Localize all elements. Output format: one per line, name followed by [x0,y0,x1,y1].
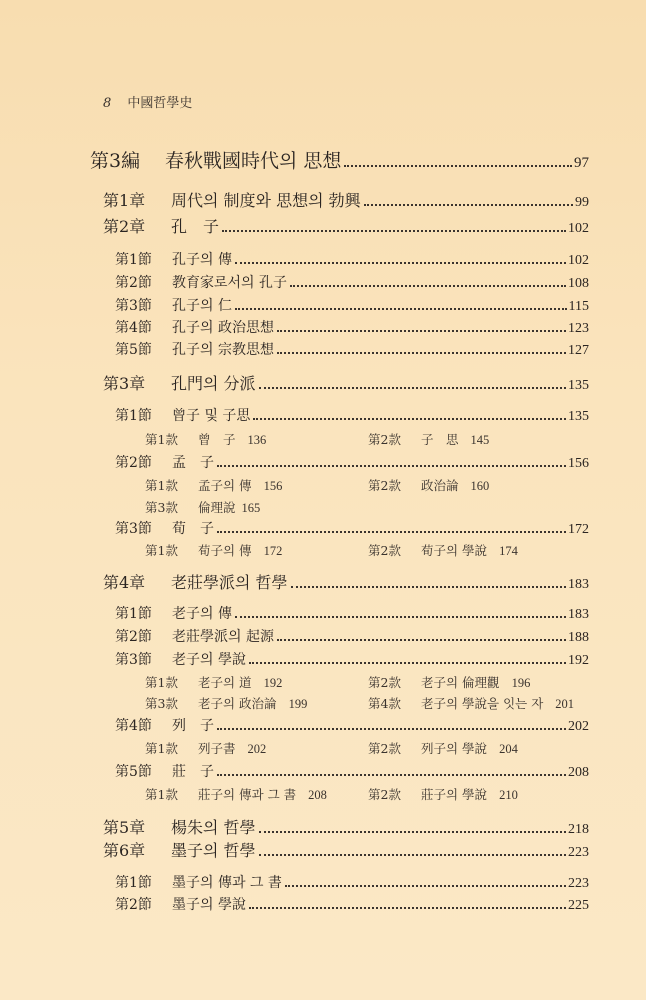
toc-chapter-entry[interactable] [103,815,589,838]
dot-leader [277,330,566,332]
page-ref: 192 [568,653,589,668]
toc-article-entry[interactable] [145,785,327,803]
toc-article-entry[interactable] [145,541,282,559]
section-title: 墨子의 傳과 그 書 [172,875,282,891]
toc-section-entry[interactable] [115,894,589,914]
section-title: 孔子의 仁 [172,298,232,314]
dot-leader [290,285,566,287]
article-label: 第1款 [145,478,178,493]
toc-article-entry[interactable] [145,673,282,691]
book-title: 中國哲學史 [127,96,193,111]
toc-chapter-entry[interactable] [103,214,589,237]
toc-section-entry[interactable] [115,249,589,269]
chapter-title: 孔 子 [171,217,220,236]
article-title: 倫理說 [198,500,236,515]
article-label: 第2款 [368,478,401,493]
page-ref: 165 [241,501,261,515]
page-ref: 196 [511,676,531,690]
section-title: 老莊學派의 起源 [172,629,274,645]
toc-article-entry[interactable] [368,694,574,712]
section-label: 第3節 [115,298,152,314]
page-ref: 172 [263,544,283,558]
toc-article-entry[interactable] [368,785,518,803]
toc-article-entry[interactable] [145,694,307,712]
article-label: 第4款 [368,696,401,711]
dot-leader [249,662,566,664]
section-label: 第1節 [115,606,152,622]
chapter-title: 墨子의 哲學 [171,841,256,860]
page-ref: 202 [568,719,589,734]
toc-chapter-entry[interactable] [103,188,589,211]
toc-article-entry[interactable] [145,739,266,757]
chapter-title: 周代의 制度와 思想의 勃興 [171,191,361,210]
section-title: 孔子의 宗教思想 [172,342,274,358]
running-head [103,92,192,111]
article-label: 第1款 [145,432,178,447]
toc-section-entry[interactable] [115,339,589,359]
toc-chapter-entry[interactable] [103,371,589,394]
section-title: 莊 子 [172,764,214,780]
page-ref: 99 [575,195,589,210]
toc-section-entry[interactable] [115,761,589,781]
section-label: 第2節 [115,629,152,645]
page-ref: 225 [568,898,589,913]
toc-article-entry[interactable] [368,673,530,691]
page-ref: 199 [288,697,308,711]
toc-chapter-entry[interactable] [103,570,589,593]
dot-leader [364,204,573,206]
toc-article-entry[interactable] [145,430,266,448]
page-number: 8 [103,96,112,111]
section-title: 孟 子 [172,455,214,471]
article-title: 莊子의 學說 [421,787,488,802]
toc-section-entry[interactable] [115,715,589,735]
section-label: 第2節 [115,275,152,291]
toc-article-entry[interactable] [368,541,518,559]
chapter-label: 第2章 [103,217,146,236]
toc-article-entry[interactable] [145,476,282,494]
toc-article-entry[interactable] [368,430,489,448]
dot-leader [217,531,566,533]
toc-section-entry[interactable] [115,518,589,538]
article-label: 第1款 [145,675,178,690]
article-title: 荀子의 學說 [421,543,488,558]
page-ref: 192 [263,676,283,690]
section-title: 孔子의 傳 [172,252,232,268]
section-title: 墨子의 學說 [172,897,246,913]
article-title: 老子의 政治論 [198,696,277,711]
article-title: 荀子의 傳 [198,543,252,558]
dot-leader [253,418,566,420]
toc-section-entry[interactable] [115,405,589,425]
chapter-title: 孔門의 分派 [171,374,256,393]
dot-leader [217,465,566,467]
dot-leader [259,387,566,389]
chapter-label: 第3章 [103,374,146,393]
toc-section-entry[interactable] [115,452,589,472]
toc-article-entry[interactable] [145,498,260,516]
toc-section-entry[interactable] [115,272,589,292]
page-ref: 202 [247,742,267,756]
section-label: 第1節 [115,875,152,891]
page-ref: 188 [568,630,589,645]
article-title: 老子의 倫理觀 [421,675,500,690]
dot-leader [344,165,572,167]
section-label: 第4節 [115,320,152,336]
article-label: 第1款 [145,543,178,558]
toc-section-entry[interactable] [115,626,589,646]
section-title: 老子의 傳 [172,606,232,622]
page-ref: 127 [568,343,589,358]
article-title: 莊子의 傳과 그 書 [198,787,297,802]
dot-leader [235,262,566,264]
chapter-label: 第4章 [103,573,146,592]
dot-leader [277,639,566,641]
page-ref: 102 [568,221,589,236]
chapter-title: 老莊學派의 哲學 [171,573,288,592]
section-title: 教育家로서의 孔子 [172,275,288,291]
article-title: 老子의 學說을 잇는 자 [421,696,544,711]
article-label: 第1款 [145,787,178,802]
dot-leader [291,586,566,588]
page-ref: 160 [470,479,490,493]
dot-leader [222,230,566,232]
article-label: 第3款 [145,500,178,515]
section-label: 第2節 [115,455,152,471]
article-title: 政治論 [421,478,459,493]
article-title: 列子書 [198,741,236,756]
dot-leader [217,774,566,776]
dot-leader [277,352,566,354]
dot-leader [249,907,566,909]
page-ref: 204 [499,742,518,756]
article-label: 第1款 [145,741,178,756]
article-title: 列子의 學說 [421,741,488,756]
toc-section-entry[interactable] [115,603,589,623]
section-label: 第3節 [115,652,152,668]
chapter-title: 楊朱의 哲學 [171,818,256,837]
article-label: 第2款 [368,787,401,802]
article-label: 第2款 [368,432,401,447]
page-ref: 135 [568,409,589,424]
toc-section-entry[interactable] [115,295,589,315]
page-ref: 102 [568,253,589,268]
page-ref: 156 [263,479,283,493]
article-title: 孟子의 傳 [198,478,252,493]
dot-leader [217,728,566,730]
toc-article-entry[interactable] [368,739,518,757]
page-ref: 135 [568,378,589,393]
dot-leader [259,831,566,833]
page-ref: 97 [574,155,589,171]
dot-leader [235,616,566,618]
page-ref: 210 [499,788,518,802]
article-label: 第2款 [368,675,401,690]
section-label: 第3節 [115,521,152,537]
page-ref: 123 [568,321,589,336]
page-ref: 183 [568,577,589,592]
page-ref: 201 [555,697,575,711]
article-title: 老子의 道 [198,675,252,690]
toc-chapter-entry[interactable] [103,838,589,861]
page-ref: 223 [568,845,589,860]
page-ref: 145 [470,433,490,447]
page-ref: 172 [568,522,589,537]
section-label: 第4節 [115,718,152,734]
article-title: 子 思 [421,432,459,447]
section-title: 孔子의 政治思想 [172,320,274,336]
section-title: 老子의 學說 [172,652,246,668]
page-ref: 218 [568,822,589,837]
part-label: 第3編 [90,150,141,172]
article-label: 第2款 [368,741,401,756]
section-label: 第1節 [115,408,152,424]
section-label: 第5節 [115,342,152,358]
chapter-label: 第1章 [103,191,146,210]
page-ref: 208 [568,765,589,780]
toc-part-entry[interactable] [90,146,589,173]
section-title: 荀 子 [172,521,214,537]
section-label: 第1節 [115,252,152,268]
section-label: 第2節 [115,897,152,913]
page-ref: 115 [568,299,589,314]
dot-leader [235,308,567,310]
toc-section-entry[interactable] [115,649,589,669]
part-title: 春秋戰國時代의 思想 [165,150,342,172]
page-ref: 208 [308,788,327,802]
dot-leader [259,854,566,856]
toc-article-entry[interactable] [368,476,489,494]
article-label: 第2款 [368,543,401,558]
page-ref: 136 [247,433,267,447]
toc-section-entry[interactable] [115,317,589,337]
article-label: 第3款 [145,696,178,711]
page-ref: 108 [568,276,589,291]
section-title: 列 子 [172,718,214,734]
page-ref: 183 [568,607,589,622]
toc-section-entry[interactable] [115,872,589,892]
chapter-label: 第5章 [103,818,146,837]
page-ref: 223 [568,876,589,891]
chapter-label: 第6章 [103,841,146,860]
section-title: 曾子 및 子思 [172,408,251,424]
page-ref: 174 [499,544,518,558]
article-title: 曾 子 [198,432,236,447]
page-ref: 156 [568,456,589,471]
section-label: 第5節 [115,764,152,780]
dot-leader [285,885,566,887]
